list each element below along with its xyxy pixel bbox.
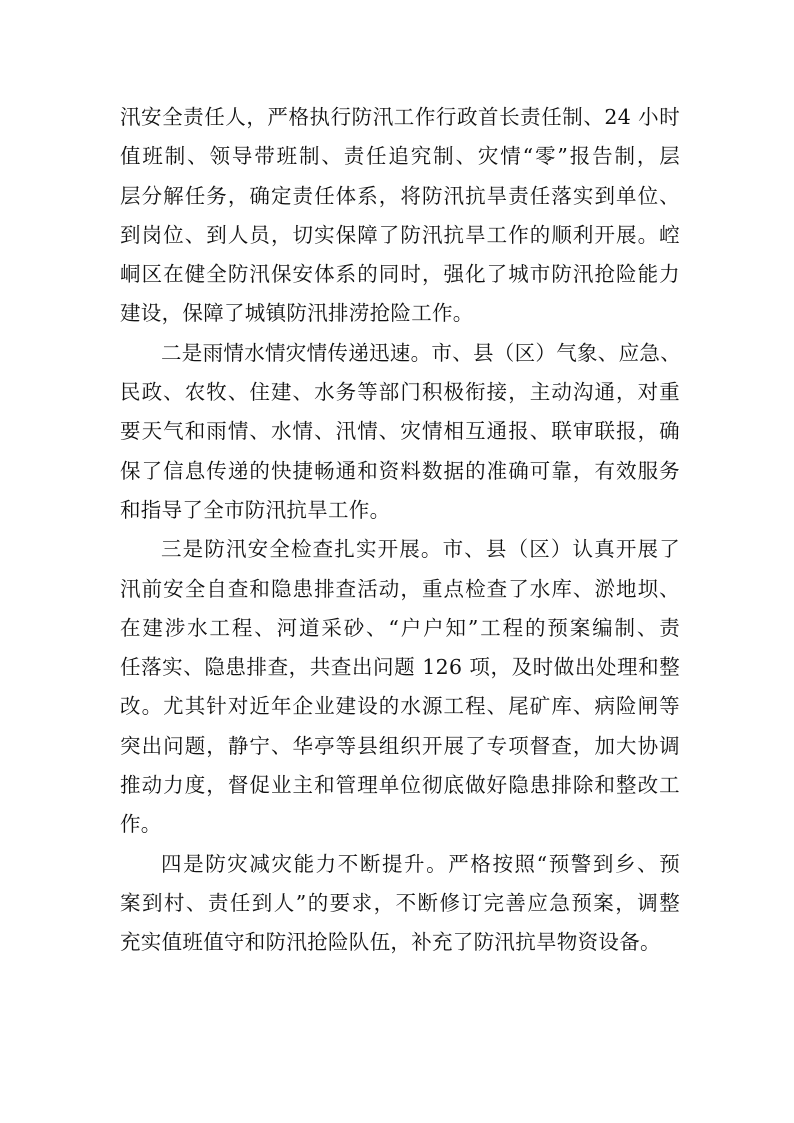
text-line: 峒区在健全防汛保安体系的同时，强化了城市防汛抢险能力 [120, 262, 680, 287]
text-line: 案到村、责任到人”的要求，不断修订完善应急预案，调整 [120, 890, 680, 915]
text-line: 作。 [120, 812, 162, 837]
text-line: 汛前安全自查和隐患排查活动，重点检查了水库、淤地坝、 [120, 576, 680, 601]
text-line: 改。尤其针对近年企业建设的水源工程、尾矿库、病险闸等 [120, 694, 680, 719]
paragraph-information-transfer [120, 334, 680, 530]
paragraph-disaster-prevention [120, 845, 680, 963]
text-line: 民政、农牧、住建、水务等部门积极衔接，主动沟通，对重 [120, 380, 680, 405]
text-line: 和指导了全市防汛抗旱工作。 [120, 497, 391, 522]
text-line: 层分解任务，确定责任体系，将防汛抗旱责任落实到单位、 [120, 183, 680, 208]
text-line: 值班制、领导带班制、责任追究制、灾情“零”报告制，层 [120, 144, 680, 169]
text-line: 三是防汛安全检查扎实开展。市、县（区）认真开展了 [161, 537, 680, 562]
text-line: 充实值班值守和防汛抢险队伍，补充了防汛抗旱物资设备。 [120, 930, 661, 955]
text-line: 建设，保障了城镇防汛排涝抢险工作。 [120, 301, 474, 326]
text-line: 四是防灾减灾能力不断提升。严格按照“预警到乡、预 [161, 851, 680, 876]
text-line: 任落实、隐患排查，共查出问题 126 项，及时做出处理和整 [120, 655, 680, 680]
text-line: 保了信息传递的快捷畅通和资料数据的准确可靠，有效服务 [120, 458, 680, 483]
text-line: 二是雨情水情灾情传递迅速。市、县（区）气象、应急、 [161, 340, 681, 365]
text-line: 要天气和雨情、水情、汛情、灾情相互通报、联审联报，确 [120, 419, 680, 444]
text-line: 推动力度，督促业主和管理单位彻底做好隐患排除和整改工 [120, 773, 680, 798]
text-line: 在建涉水工程、河道采砂、“户户知”工程的预案编制、责 [120, 615, 680, 640]
paragraph-safety-inspection [120, 530, 680, 844]
text-line: 汛安全责任人，严格执行防汛工作行政首长责任制、24 小时 [120, 105, 680, 129]
document-body [120, 98, 680, 963]
paragraph-responsibility-system [120, 98, 680, 334]
text-line: 突出问题，静宁、华亭等县组织开展了专项督查，加大协调 [120, 733, 680, 758]
text-line: 到岗位、到人员，切实保障了防汛抗旱工作的顺利开展。崆 [120, 222, 680, 247]
